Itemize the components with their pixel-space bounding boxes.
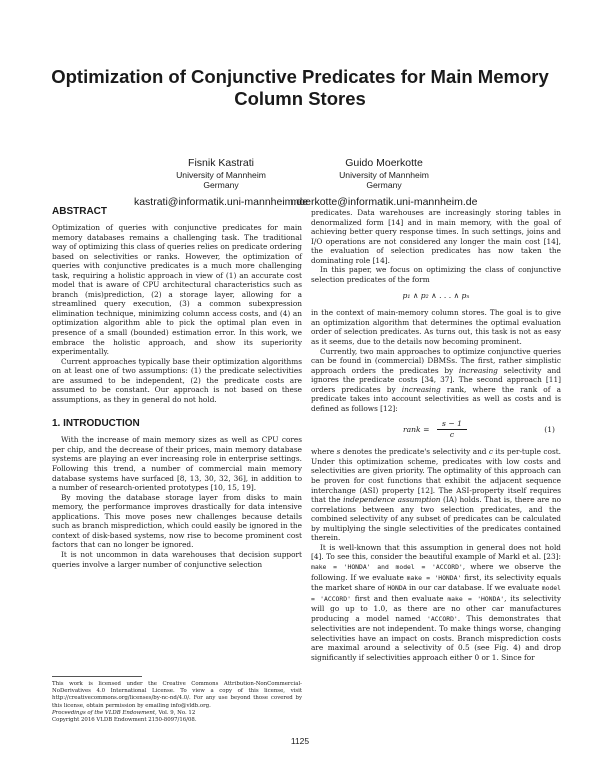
paper-title: Optimization of Conjunctive Predicates for Main Memory Column Stores [51,66,549,109]
author-name: Fisnik Kastrati [188,157,254,169]
intro-paragraph-2: By moving the database storage layer from disks to main memory, the performance improves drastically for data intensive applications. This move poses new challenges because details such as branch misprediction, which could easily be ignored in the context of disk-based systems, now rise to become prominent cost factors that can no longer be ignored. [52,492,302,550]
author-university: University of Mannheim [339,170,429,180]
equation-number: (1) [544,425,555,435]
proceedings-name: Proceedings of the VLDB Endowment, [52,709,157,716]
text-run: first and then evaluate [350,593,448,603]
text-run: in our car database. If we evaluate [406,583,542,593]
equation-lhs: rank = [403,425,430,435]
text-run: first, its selectivity equals the market share of [311,572,562,593]
introduction-heading: 1. INTRODUCTION [52,418,140,430]
code-snippet: make = 'HONDA' [406,573,462,582]
math-symbol: s [336,447,341,457]
proceedings-volume: Vol. 9, No. 12 [156,709,196,716]
left-column [52,206,302,569]
text-run: Currently, two main approaches to optimize conjunctive queries can be found in (commercial) DBMSs. The first, rather simplistic approach orders the predicates by [311,346,561,375]
code-snippet: make = 'HONDA' [447,594,505,603]
license-footnote [52,681,302,724]
author-university: University of Mannheim [176,170,266,180]
code-snippet: 'ACCORD' [426,614,458,623]
text-run: . This demonstrates that selectivities are not independent. To make things worse, changing selectivities have an impact on costs. Branch misprediction costs are maximal around a selectivity of 0.5 (see Fig. 4) and drop significantly if selectivities approach either 0 or 1. Since for [311,613,561,662]
page-number: 1125 [290,736,310,746]
author-name: Guido Moerkotte [345,157,423,169]
text-run: , its selectivity will go up to 1.0, as there are no other car manufactures producing a model named [311,593,561,623]
text-run: It is well-known that this assumption in general does not hold [4]. To see this, consider the beautiful example of Markl et al. [23]: [311,542,561,562]
footnote-divider [52,676,142,677]
intro-paragraph-8 [311,447,561,542]
author-email: moerkotte@informatik.uni-mannheim.de [290,196,478,208]
emphasis-text: increasing [458,365,498,375]
abstract-paragraph-1: Optimization of queries with conjunctive predicates for main memory databases remains a challenging task. The traditional way of optimizing this class of queries relies on predicate ordering based on selectivities or ranks. However, the optimization of queries with conjunctive predicates is a much more challenging task, requiring a holistic approach in view of (1) an accurate cost model that is aware of CPU architectural characteristics such as branch (mis)prediction, (2) a storage layer, allowing for a streamlined query execution, (3) a common subexpression elimination technique, minimizing column access costs, and (4) an optimization algorithm able to pick the optimal plan even in presence of a small (bounded) estimation error. In this work, we embrace the holistic approach, and show its superiority experimentally. [52,223,302,357]
text-run: denotes the predicate's selectivity and [340,447,489,457]
intro-paragraph-5: In this paper, we focus on optimizing the class of conjunctive selection predicates of the form [311,265,561,284]
code-snippet: make = 'HONDA' and model = 'ACCORD' [311,562,463,571]
emphasis-text: increasing [401,384,441,394]
author-country: Germany [366,180,402,190]
equation-numerator: s − 1 [437,419,467,430]
intro-paragraph-9 [311,543,561,663]
code-snippet: model = 'ACCORD' [311,584,561,603]
equation-fraction [437,419,467,440]
copyright-line: Copyright 2016 VLDB Endowment 2150-8097/16/08. [52,717,197,724]
license-text: This work is licensed under the Creative Commons Attribution-NonCommercial-NoDerivatives 4.0 International License. To view a copy of this license, visit http://creativecommons.org/licenses/by-nc-nd/4.0/. For any use beyond those covered by this license, obtain permission by emailing info@vldb.org. [52,681,302,709]
right-column [311,208,561,662]
abstract-heading: ABSTRACT [52,206,107,217]
emphasis-text: independence assumption [343,495,441,505]
equation-denominator: c [449,430,455,440]
rank-equation [311,419,561,441]
text-run: (IA) holds. That is, there are no correlations between any two selection predicates, and the combined selectivity of any subset of predicates can be calculated by multiplying the single selectivities of the predicates contained therein. [311,495,561,543]
author-email: kastrati@informatik.uni-mannheim.de [133,196,309,208]
intro-paragraph-6: in the context of main-memory column stores. The goal is to give an optimization algorithm that determines the optimal evaluation order of selection predicates. As turns out, this task is not as easy as it seems, due to the details now becoming prominent. [311,308,561,347]
author-country: Germany [203,180,239,190]
text-run: , where we observe the following. If we evaluate [311,561,561,582]
intro-paragraph-7 [311,347,561,414]
intro-paragraph-1: With the increase of main memory sizes as well as CPU cores per chip, and the decrease of their prices, main memory database systems are playing an ever increasing role in enterprise settings. Following this trend, a number of commercial main memory database systems have surfaced [8, 13, 30, 32, 36], in addition to a number of research-oriented prototypes [10, 15, 19]. [52,435,302,493]
text-run: where [311,447,337,457]
intro-paragraph-4: predicates. Data warehouses are increasingly storing tables in denormalized form [14] and in main memory, with the goal of achieving better query response times. In such settings, joins and I/O operations are not considered any longer the main cost [14], the evaluation of selection predicates has now taken the dominating role [14]. [311,208,561,265]
math-symbol: c [488,447,494,457]
author-block-2 [284,157,484,209]
text-run: rank, where the rank of a predicate takes into account selectivities as well as costs and is defined as follows [12]: [311,384,561,413]
code-snippet: HONDA [387,584,407,593]
text-run: selectivity and ignores the predicate costs [34, 37]. The second approach [11] orders predicates by [311,365,561,394]
abstract-paragraph-2: Current approaches typically base their optimization algorithms on at least one of two assumptions: (1) the predicate selectivities are assumed to be independent, (2) the predicate costs are assumed to be constant. Our approach is not based on these assumptions, as they in general do not hold. [52,356,302,404]
conjunction-formula: p₁ ∧ p₂ ∧ . . . ∧ pₙ [402,291,470,301]
text-run: its per-tuple cost. Under this optimization scheme, predicates with low costs and selectivities are given priority. The optimality of this approach can be proven for cost functions that exhibit the adjacent sequence interchange (ASI) property [12]. The ASI-property itself requires that the [311,447,561,505]
intro-paragraph-3: It is not uncommon in data warehouses that decision support queries involve a larger number of conjunctive selection [52,549,302,569]
